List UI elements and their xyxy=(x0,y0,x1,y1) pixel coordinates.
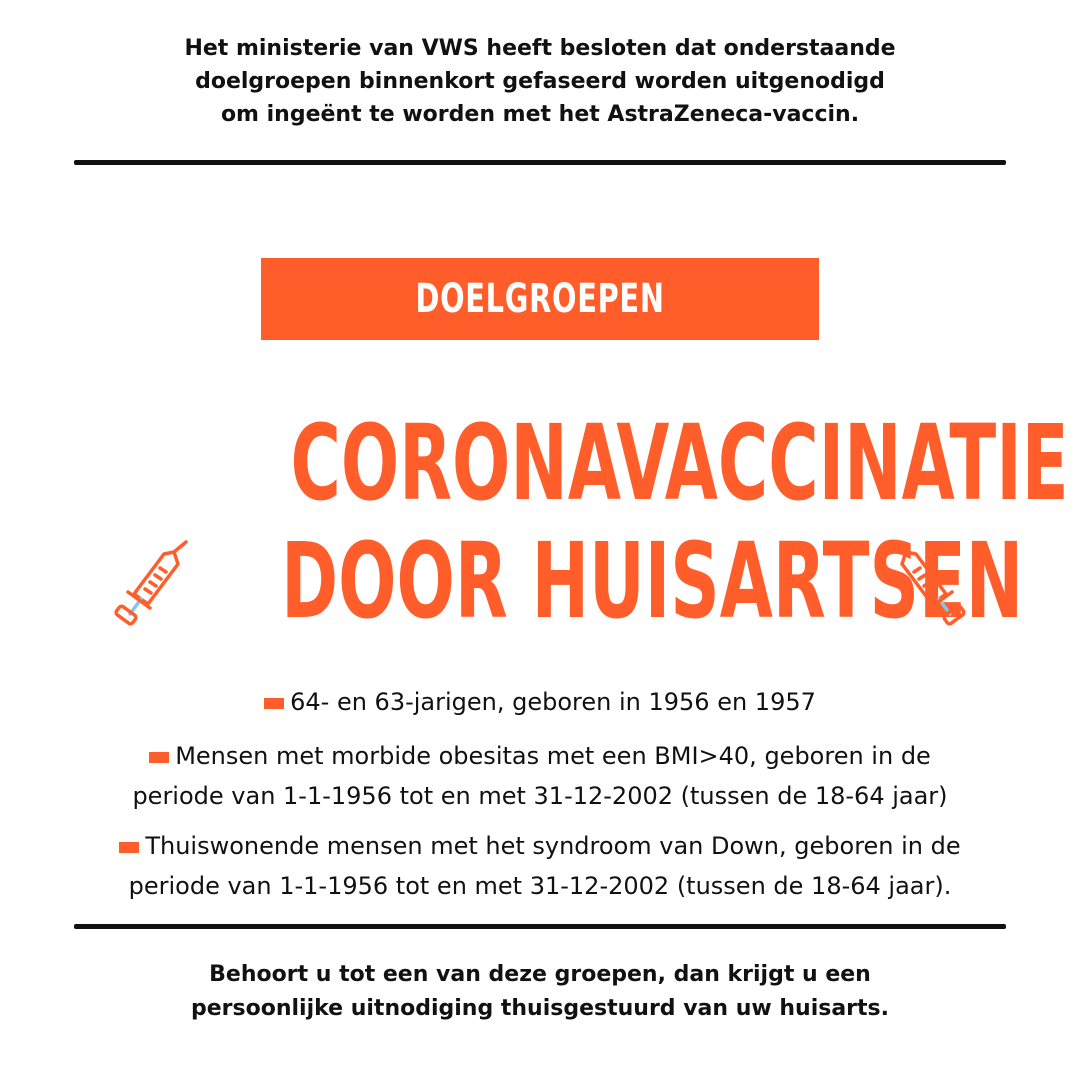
list-item-text: periode van 1-1-1956 tot en met 31-12-2002 (tussen de 18-64 jaar). xyxy=(128,872,952,900)
bullet-marker xyxy=(264,698,284,709)
intro-line: Het ministerie van VWS heeft besloten dat onderstaande xyxy=(184,36,896,61)
bottom-divider xyxy=(74,924,1006,929)
outro-text xyxy=(90,958,990,1026)
list-item-text: Thuiswonende mensen met het syndroom van Down, geboren in de xyxy=(145,832,961,860)
headline-line-2 xyxy=(90,520,1024,642)
list-item xyxy=(60,736,1020,816)
list-item-text: periode van 1-1-1956 tot en met 31-12-2002 (tussen de 18-64 jaar) xyxy=(132,782,948,810)
outro-line: persoonlijke uitnodiging thuisgestuurd van uw huisarts. xyxy=(190,996,889,1021)
list-item xyxy=(60,682,1020,722)
top-divider xyxy=(74,160,1006,165)
bullet-marker xyxy=(119,842,139,853)
intro-line: doelgroepen binnenkort gefaseerd worden uitgenodigd xyxy=(195,69,885,94)
bullet-marker xyxy=(149,752,169,763)
list-item xyxy=(60,826,1020,906)
headline-line-2-text: DOOR HUISARTSEN xyxy=(281,520,1024,642)
intro-line: om ingeënt te worden met het AstraZeneca-vaccin. xyxy=(220,102,860,127)
intro-text xyxy=(90,32,990,131)
badge-label: DOELGROEPEN xyxy=(415,276,665,322)
list-item-text: 64- en 63-jarigen, geboren in 1956 en 1957 xyxy=(290,688,816,716)
headline-line-1 xyxy=(90,402,1069,524)
list-item-text: Mensen met morbide obesitas met een BMI>40, geboren in de xyxy=(175,742,931,770)
syringe-icon xyxy=(886,534,976,634)
headline-line-1-text: CORONAVACCINATIE xyxy=(290,402,1069,524)
outro-line: Behoort u tot een van deze groepen, dan krijgt u een xyxy=(209,962,871,987)
syringe-icon xyxy=(104,534,194,634)
doelgroepen-badge xyxy=(261,258,819,340)
